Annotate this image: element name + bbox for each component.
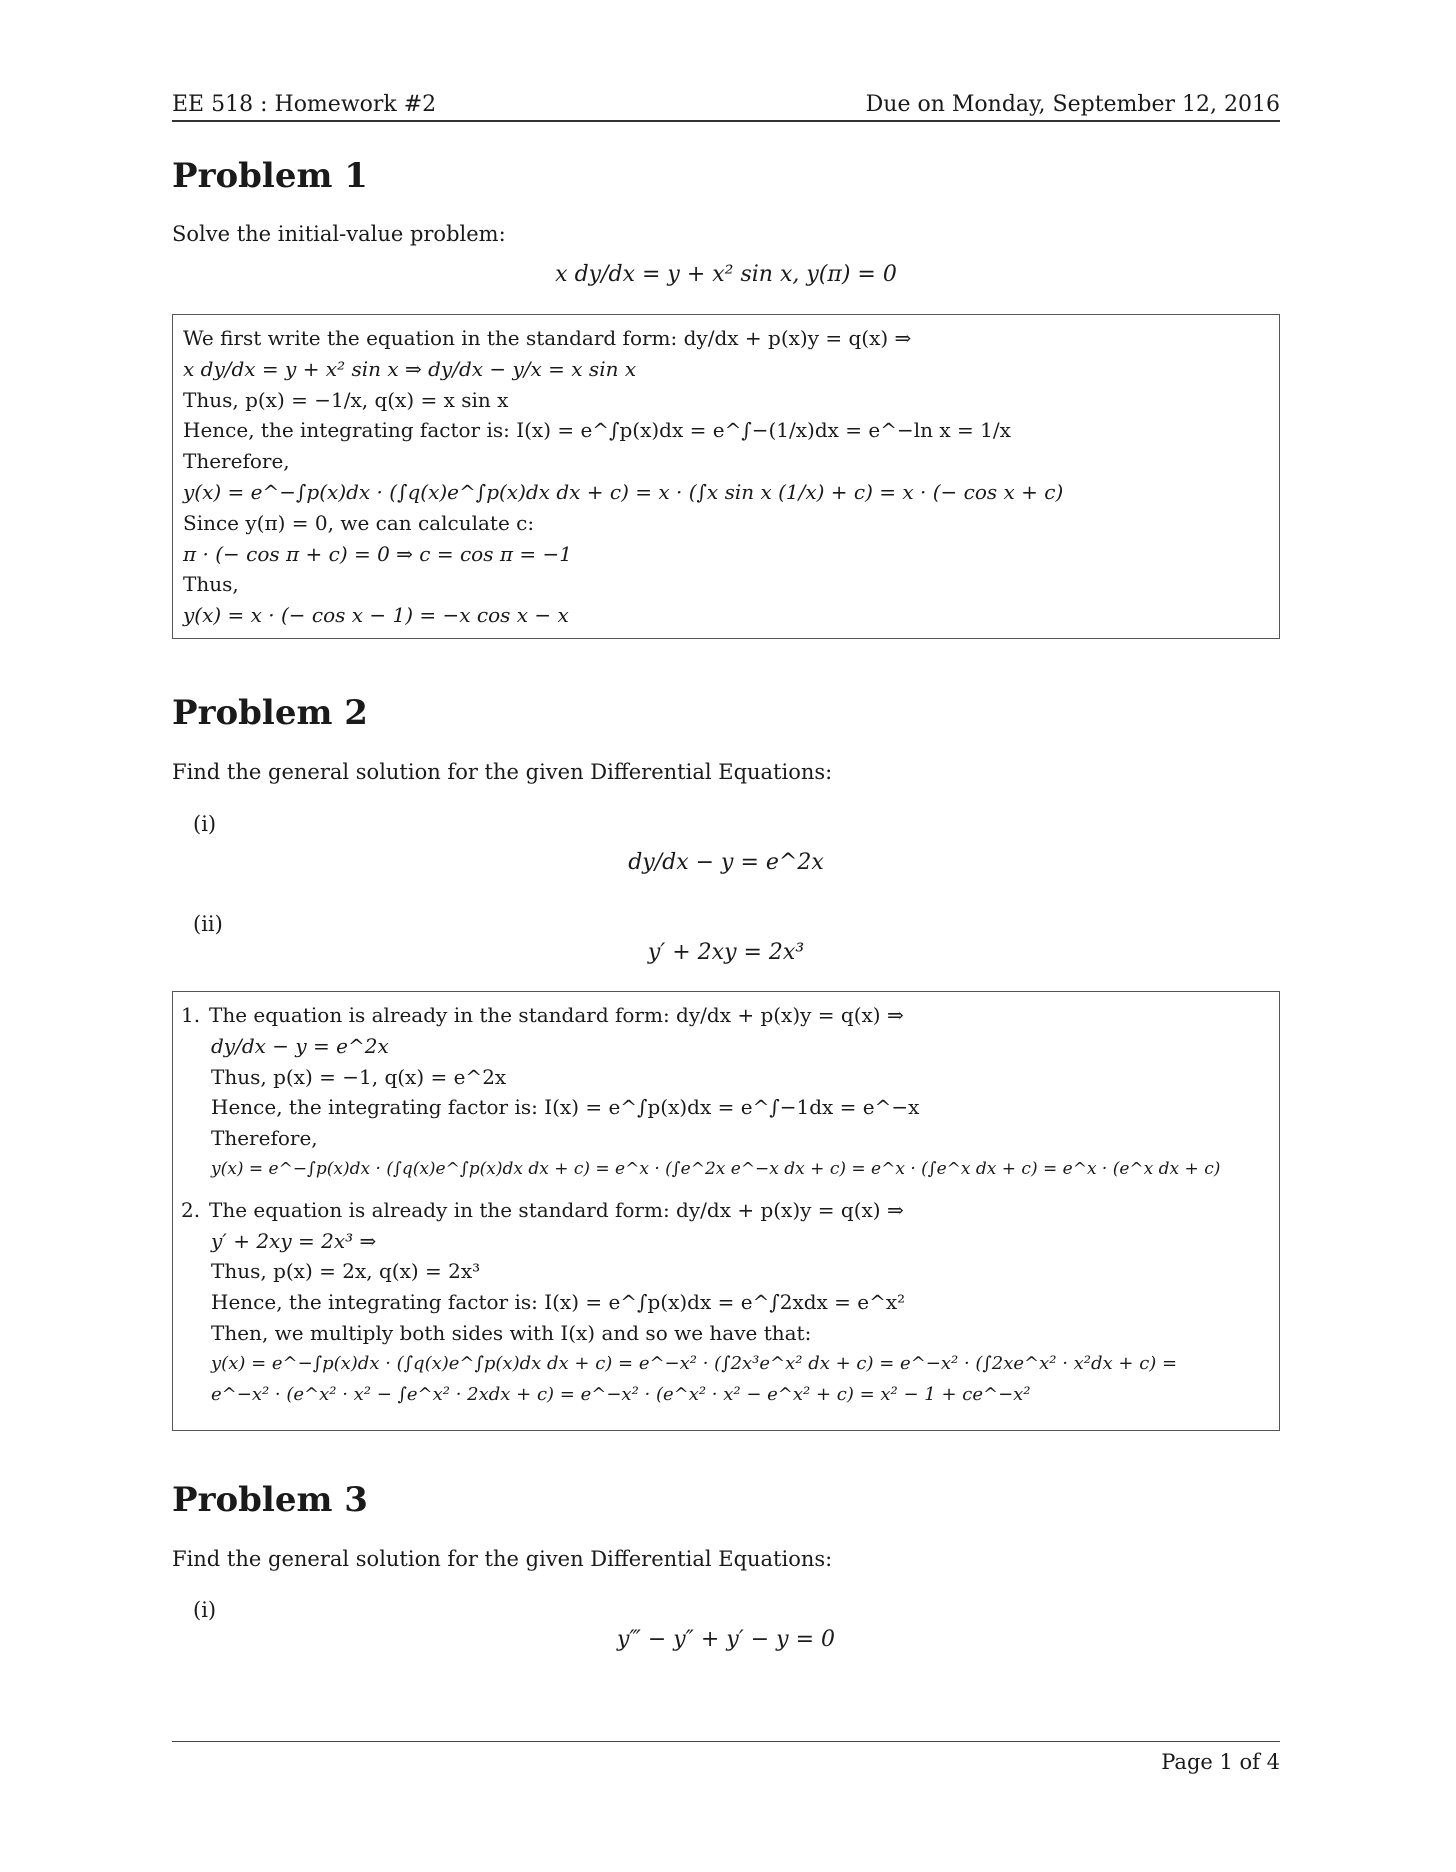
solution-item — [181, 1195, 1269, 1411]
solution-line: x dy/dx = y + x² sin x ⇒ dy/dx − y/x = x sin x — [183, 356, 637, 381]
part-label: (ii) — [193, 912, 223, 936]
solution-line: e^−x² · (e^x² · x² − ∫e^x² · 2xdx + c) = e^−x² · (e^x² · x² − e^x² + c) = x² − 1 + ce^−x² — [211, 1383, 1031, 1405]
solution-line: Thus, — [183, 572, 239, 597]
part-label: (i) — [193, 812, 217, 836]
solution-line: y′ + 2xy = 2x³ ⇒ — [211, 1228, 377, 1253]
solution-line: Therefore, — [211, 1126, 318, 1151]
problem-2-prompt: Find the general solution for the given Differential Equations: — [172, 760, 833, 784]
solution-line: The equation is already in the standard form: dy/dx + p(x)y = q(x) ⇒ — [209, 1197, 904, 1222]
solution-line: Thus, p(x) = 2x, q(x) = 2x³ — [211, 1259, 481, 1284]
problem-1-prompt: Solve the initial-value problem: — [172, 222, 506, 246]
solution-line: y(x) = x · (− cos x − 1) = −x cos x − x — [183, 603, 569, 628]
problem-2-equation-i: dy/dx − y = e^2x — [628, 850, 824, 875]
page-header — [172, 92, 1280, 122]
solution-line: Then, we multiply both sides with I(x) and so we have that: — [211, 1320, 812, 1345]
item-number: 2. — [181, 1197, 201, 1222]
solution-line: Since y(π) = 0, we can calculate c: — [183, 510, 535, 535]
due-date: Due on Monday, September 12, 2016 — [865, 92, 1280, 117]
solution-line: Thus, p(x) = −1, q(x) = e^2x — [211, 1064, 507, 1089]
solution-line: The equation is already in the standard form: dy/dx + p(x)y = q(x) ⇒ — [209, 1003, 904, 1027]
page-number: Page 1 of 4 — [1161, 1750, 1280, 1774]
problem-3-prompt: Find the general solution for the given Differential Equations: — [172, 1547, 833, 1571]
item-number: 1. — [181, 1003, 201, 1027]
solution-line: Hence, the integrating factor is: I(x) = e^∫p(x)dx = e^∫−1dx = e^−x — [211, 1095, 920, 1120]
solution-line: Thus, p(x) = −1/x, q(x) = x sin x — [183, 387, 509, 412]
solution-line: y(x) = e^−∫p(x)dx · (∫q(x)e^∫p(x)dx dx + c) = e^x · (∫e^2x e^−x dx + c) = e^x · (∫e^x dx + c) = e^x · (e^x dx + c) — [211, 1158, 1221, 1179]
problem-3-equation-i: y‴ − y″ + y′ − y = 0 — [616, 1627, 836, 1652]
solution-item — [181, 1000, 1269, 1185]
problem-1-equation: x dy/dx = y + x² sin x, y(π) = 0 — [555, 262, 897, 287]
solution-line: We first write the equation in the standard form: dy/dx + p(x)y = q(x) ⇒ — [183, 326, 912, 350]
solution-line: π · (− cos π + c) = 0 ⇒ c = cos π = −1 — [183, 541, 572, 566]
solution-line: dy/dx − y = e^2x — [211, 1033, 389, 1058]
problem-2-equation-ii: y′ + 2xy = 2x³ — [647, 940, 805, 965]
solution-line: Therefore, — [183, 449, 290, 474]
problem-3-title: Problem 3 — [172, 1480, 368, 1520]
solution-line: Hence, the integrating factor is: I(x) = e^∫p(x)dx = e^∫2xdx = e^x² — [211, 1290, 906, 1315]
solution-line: y(x) = e^−∫p(x)dx · (∫q(x)e^∫p(x)dx dx + c) = x · (∫x sin x (1/x) + c) = x · (− cos x + c) — [183, 479, 1064, 504]
solution-line: Hence, the integrating factor is: I(x) = e^∫p(x)dx = e^∫−(1/x)dx = e^−ln x = 1/x — [183, 418, 1011, 443]
part-label: (i) — [193, 1598, 217, 1622]
problem-2-title: Problem 2 — [172, 693, 368, 733]
problem-1-title: Problem 1 — [172, 156, 368, 196]
problem-2-solution-box — [172, 991, 1280, 1431]
course-title: EE 518 : Homework #2 — [172, 92, 437, 117]
footer-rule — [172, 1741, 1280, 1742]
problem-1-solution-box — [172, 314, 1280, 639]
header-rule — [172, 120, 1280, 122]
solution-line: y(x) = e^−∫p(x)dx · (∫q(x)e^∫p(x)dx dx + c) = e^−x² · (∫2x³e^x² dx + c) = e^−x² · (∫2xe^x² · x²dx + c) = — [211, 1352, 1178, 1374]
